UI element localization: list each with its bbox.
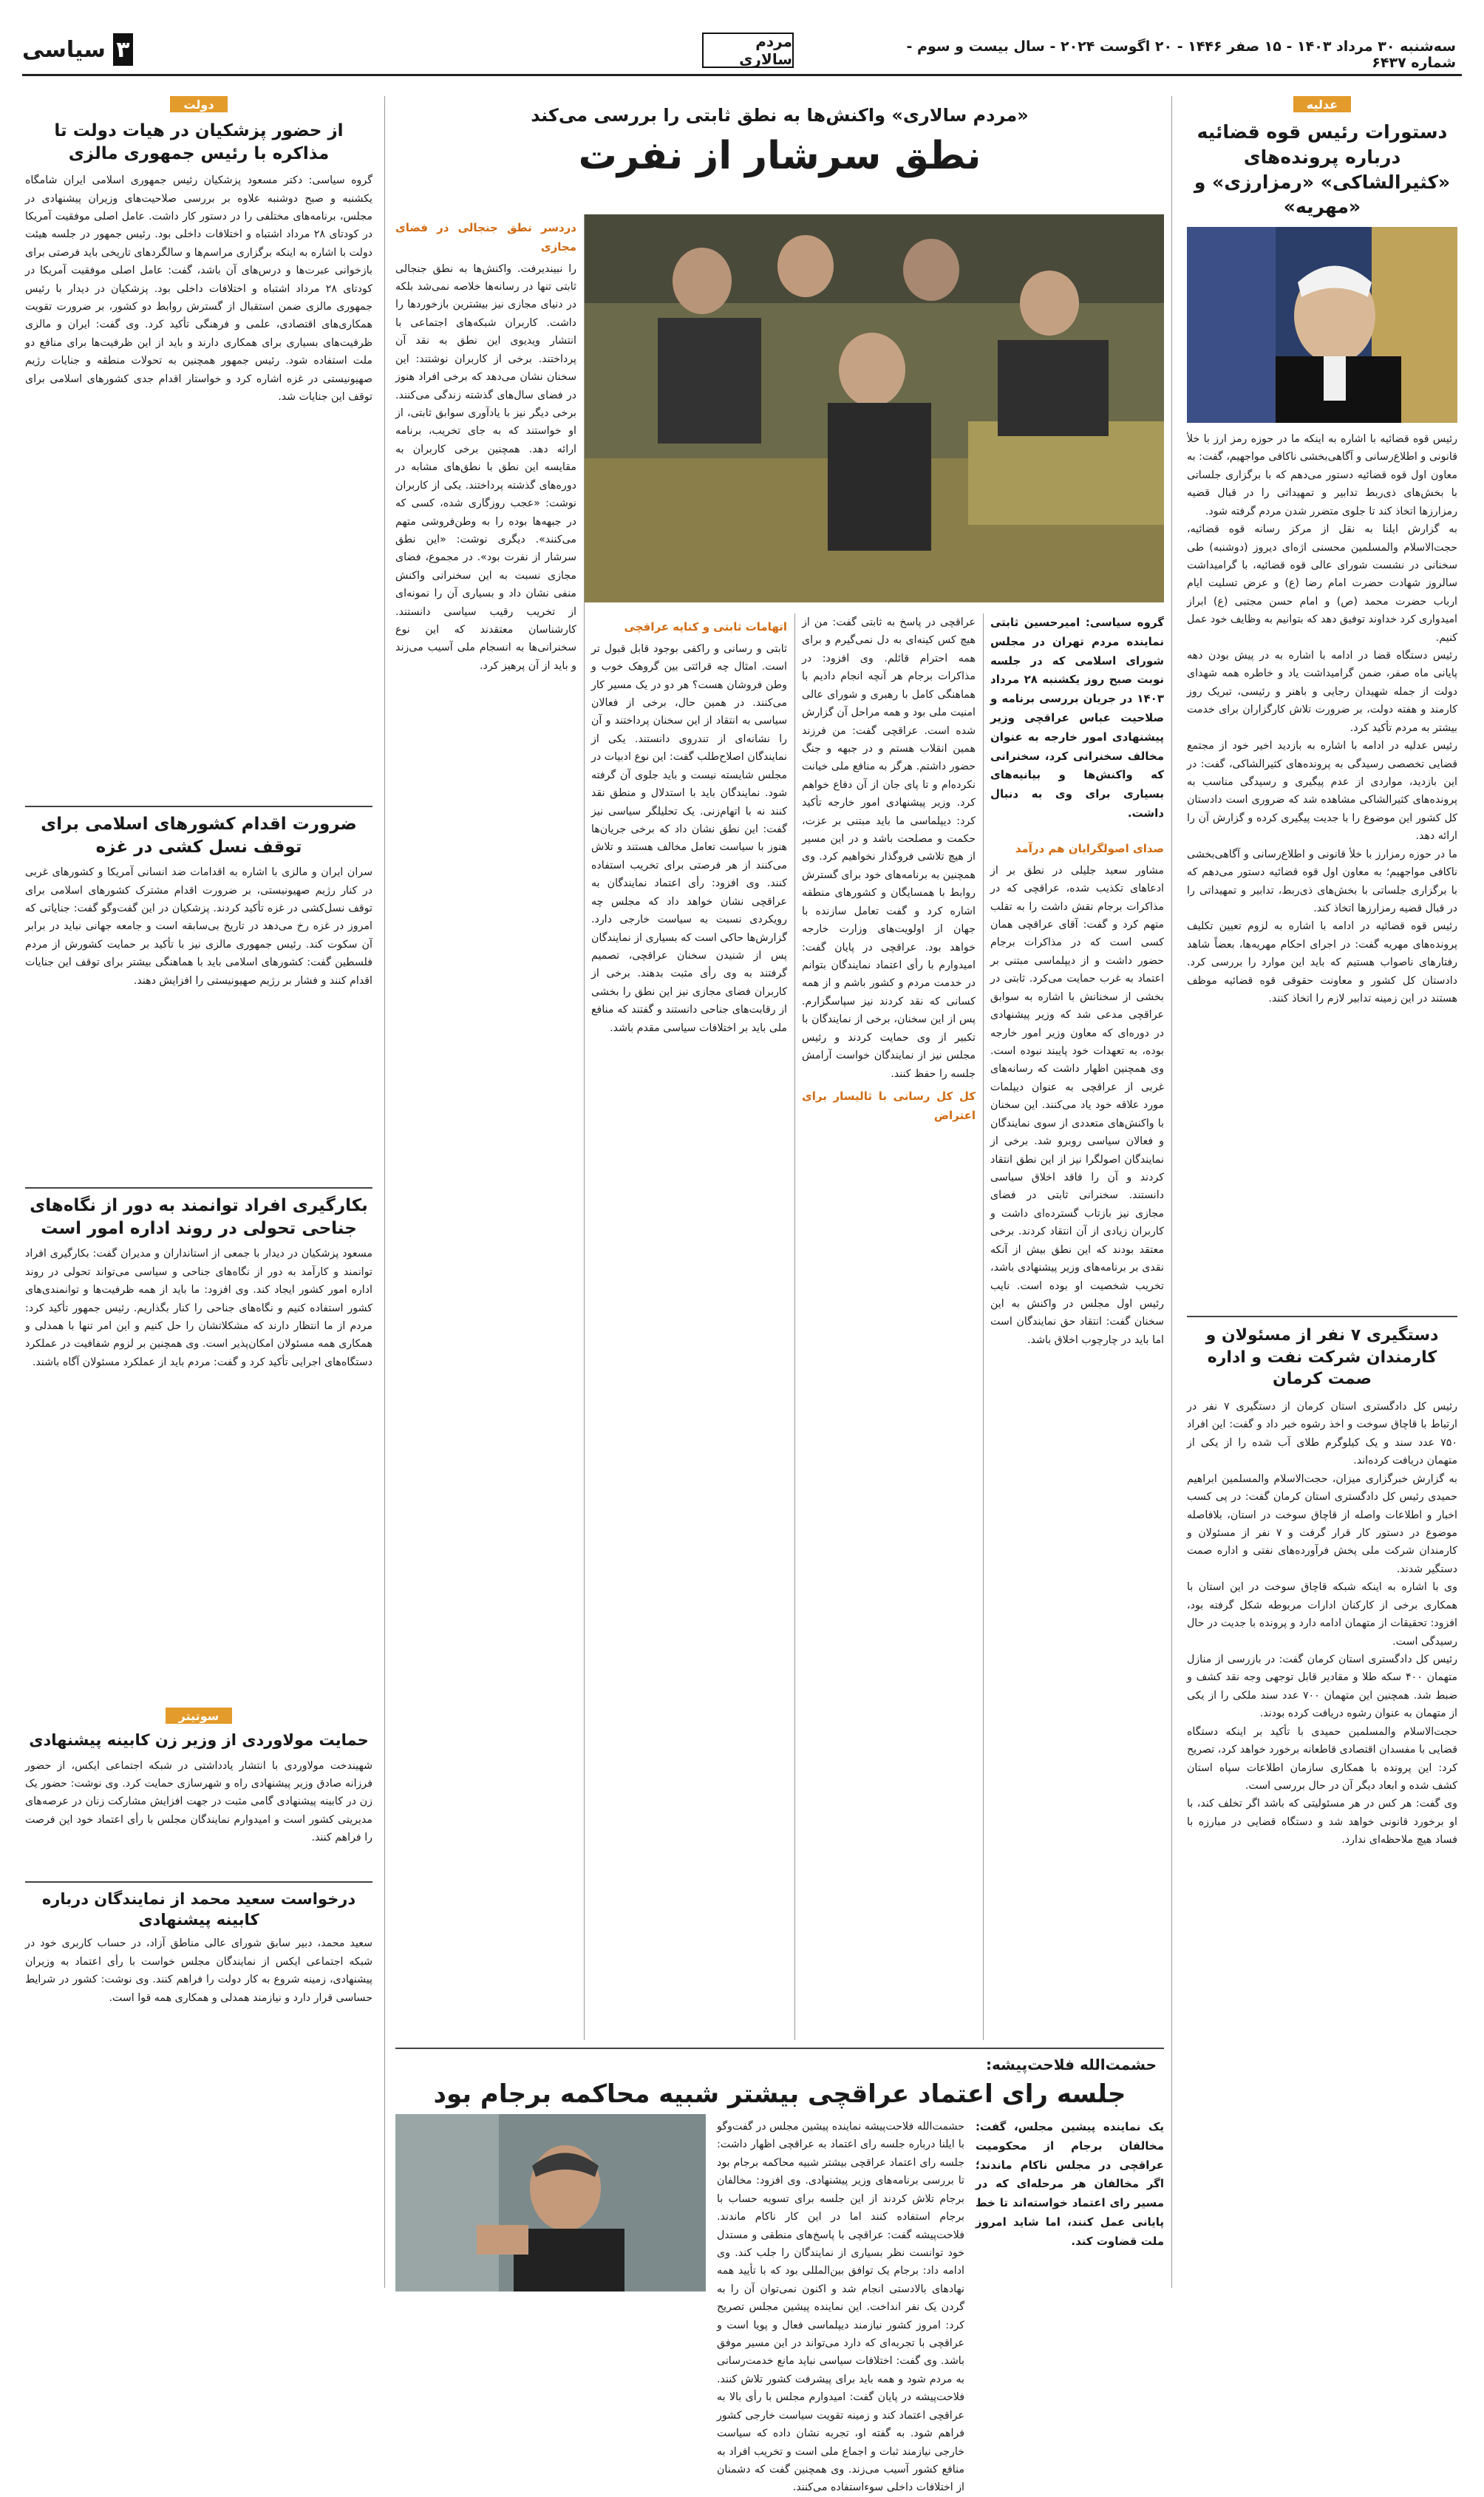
bottom-lead: یک نماینده پیشین مجلس، گفت: مخالفان برجام از محکومیت عراقچی در مجلس ناکام ماندند؛ اگر مخالفان هر مرحله‌ای که در مسیر رای اعتماد خواسته‌اند تا خط پایانی عمل کنند، اما شاید امروز ملت قضاوت کند.	[976, 2120, 1164, 2248]
parliament-image	[584, 214, 1164, 602]
article-body	[1182, 430, 1462, 1310]
judiciary-chief-photo	[1187, 227, 1457, 423]
divider	[25, 1881, 372, 1883]
article-body-2	[1182, 1398, 1462, 2359]
fallahatpisheh-photo	[395, 2114, 706, 2292]
page-number-block	[22, 30, 133, 69]
parliament-photo	[584, 214, 1164, 602]
article-headline-2: ضرورت اقدام کشورهای اسلامی برای توقف نسل کشی در غزه	[41, 815, 357, 857]
divider	[25, 1187, 372, 1189]
bottom-body: حشمت‌الله فلاحت‌پیشه نماینده پیشین مجلس در گفت‌وگو با ایلنا درباره جلسه رای اعتماد به عراقچی اظهار داشت: جلسه رای اعتماد عراقچی بیشتر شبیه محاکمه برجام بود تا بررسی برنامه‌های وزیر پیشنهادی. وی افزود: مخالفان برجام تلاش کردند از این جلسه برای تسویه حساب با برجام استفاده کنند اما در این کار ناکام ماندند. فلاحت‌پیشه گفت: عراقچی با پاسخ‌های منطقی و مستدل خود توانست نظر بسیاری از نمایندگان را جلب کند. وی ادامه داد: برجام یک توافق بین‌المللی بود که با تأیید همه نهادهای بالادستی انجام شد و اکنون نمی‌توان آن را به گردن یک نفر انداخت. این نماینده پیشین مجلس تصریح کرد: امروز کشور نیازمند دیپلماسی فعال و پویا است و عراقچی با تجربه‌ای که دارد می‌تواند در این مسیر موفق باشد. وی گفت: اختلافات سیاسی نباید مانع خدمت‌رسانی به مردم شود و همه باید برای پیشرفت کشور تلاش کنند. فلاحت‌پیشه در پایان گفت: امیدوارم مجلس با رأی بالا به عراقچی اعتماد کند و زمینه تقویت سیاست خارجی کشور فراهم شود. به گفته او، تجربه نشان داده که سیاست خارجی نیازمند ثبات و اجماع ملی است و تخریب افراد به منافع کشور آسیب می‌زند. وی همچنین گفت که دشمنان از اختلافات داخلی سوءاستفاده می‌کنند.	[717, 2121, 964, 2494]
article-headline-3: بکارگیری افراد توانمند به دور از نگاه‌های جناحی تحولی در روند اداره امور است	[30, 1196, 368, 1239]
divider	[1187, 1316, 1457, 1317]
main-column-4	[395, 214, 576, 2037]
main-col2	[802, 614, 976, 2033]
article-body-5: سعید محمد، دبیر سابق شورای عالی مناطق آزاد، در حساب کاربری خود در شبکه اجتماعی ایکس از نمایندگان مجلس خواست با رأی اعتماد به وزیران پیشنهادی، زمینه شروع به کار دولت را فراهم کنند. وی نوشت: کشور در شرایط حساسی قرار دارد و نیازمند همدلی و همکاری همه قوا است.	[25, 1937, 372, 2004]
paragraph: وی با اشاره به اینکه شبکه قاچاق سوخت در این استان با همکاری برخی از کارکنان ادارات مربوطه شکل گرفته بود، افزود: تحقیقات از متهمان ادامه دارد و پرونده با جدیت در حال رسیدگی است.	[1187, 1581, 1457, 1648]
paragraph: ما در حوزه رمزارز با خلأ قانونی و اطلاع‌رسانی و آگاهی‌بخشی ناکافی مواجهیم؛ به معاون اول قوه قضائیه دستور می‌دهم که با برگزاری جلساتی با بخش‌های ذی‌ربط، تدابیر و تمهیداتی را در قبال قضیه رمزارزها اتخاذ کند.	[1187, 848, 1457, 914]
article-body: گروه سیاسی: دکتر مسعود پزشکیان رئیس جمهوری اسلامی ایران شامگاه یکشنبه و صبح دوشنبه علاوه بر بررسی صلاحیت‌های وزیران پیشنهادی در مجلس، برنامه‌های مختلفی را در دستور کار داشت. عامل اصلی موفقیت آمریکا در کودتای ۲۸ مرداد اشتباه و اختلافات داخلی بود. رئیس جمهور در جلسه هیئت دولت با اشاره به اینکه برگزاری مراسم‌ها و سالگردهای تاریخی باید فرصتی برای بازخوانی عبرت‌ها و درس‌های آن باشد، گفت: عامل اصلی موفقیت آمریکا در کودتای ۲۸ مرداد اشتباه و اختلافات داخلی بود. پزشکیان در دیدار با رئیس جمهوری مالزی ضمن استقبال از گسترش روابط دو کشور، بر ضرورت تقویت همکاری‌های اقتصادی، علمی و فرهنگی تأکید کرد. وی گفت: ایران و مالزی ظرفیت‌های بسیاری برای همکاری دارند و باید از این ظرفیت‌ها برای منافع دو ملت استفاده شود. رئیس جمهور همچنین به تحولات منطقه و جنایات رژیم صهیونیستی در غزه اشاره کرد و خواستار اقدام جدی کشورهای اسلامی برای توقف این جنایات شد.	[25, 174, 372, 404]
paragraph: مشاور سعید جلیلی در نطق بر از ادعاهای تکذیب شده، عراقچی که در مذاکرات برجام نقش داشت را به تقلب متهم کرد و گفت: آقای عراقچی همان کسی است که در مذاکرات برجام حضور داشت و از دیپلماسی مبتنی بر اعتماد به غرب حمایت می‌کرد. ثابتی در بخشی از سخنانش با اشاره به سوابق عراقچی مدعی شد که وزیر پیشنهادی در دوره‌ای که معاون وزیر امور خارجه بوده، به تعهدات خود پایبند نبوده است. وی همچنین اظهار داشت که رسانه‌های غربی از عراقچی به عنوان دیپلمات مورد علاقه خود یاد می‌کنند. این سخنان با واکنش‌های متعددی از سوی نمایندگان و فعالان سیاسی روبرو شد. برخی از نمایندگان اصولگرا نیز از این نطق انتقاد کردند و آن را فاقد اخلاق سیاسی دانستند. سخنرانی ثابتی در فضای مجازی نیز بازتاب گسترده‌ای داشت و کاربران زیادی از آن انتقاد کردند. برخی معتقد بودند که این نطق بیش از آنکه نقدی بر برنامه‌های وزیر پیشنهادی باشد، تخریب شخصیت او بوده است. نایب رئیس اول مجلس در واکنش به این سخنان گفت: انتقاد حق نمایندگان است اما باید در چارچوب اخلاق باشد.	[990, 864, 1164, 1346]
bottom-article	[395, 2055, 1164, 2112]
divider	[395, 2048, 1164, 2049]
article-headline: از حضور پزشکیان در هیات دولت تا مذاکره با رئیس جمهوری مالزی	[54, 121, 344, 164]
subheading: کل کل رسانی با ثالیسار برای اعتراض	[802, 1089, 976, 1122]
column-divider	[1171, 96, 1172, 2288]
main-col4	[395, 219, 576, 2037]
dateline: سه‌شنبه ۳۰ مرداد ۱۴۰۳ - ۱۵ صفر ۱۴۴۶ - ۲۰ اگوست ۲۰۲۴ - سال بیست و سوم - شماره ۶۴۳۷	[906, 38, 1456, 71]
section-tag: دولت	[170, 96, 227, 112]
main-headline: نطق سرشار از نفرت	[578, 134, 981, 179]
paragraph: به گزارش خبرگزاری میزان، حجت‌الاسلام والمسلمین ابراهیم حمیدی رئیس کل دادگستری استان کرمان گفت: در پی کسب اخبار و اطلاعات واصله از قاچاق سوخت در استان، بلافاصله موضوع در دستور کار قرار گرفت و ۷ نفر از مسئولان و کارمندان شرکت ملی پخش فرآورده‌های نفتی و اداره صمت دستگیر شدند.	[1187, 1472, 1457, 1575]
article-body-4: شهیندخت مولاوردی با انتشار یادداشتی در شبکه اجتماعی ایکس، از حضور فرزانه صادق وزیر پیشنهادی راه و شهرسازی حمایت کرد. وی نوشت: حضور یک زن در کابینه پیشنهادی گامی مثبت در جهت افزایش مشارکت زنان در عرصه‌های مدیریتی کشور است و امیدوارم نمایندگان مجلس با رأی اعتماد خود این فرصت را فراهم کنند.	[25, 1759, 372, 1844]
portrait-image	[395, 2114, 706, 2292]
paragraph: رئیس کل دادگستری استان کرمان گفت: در بازرسی از منازل متهمان ۴۰۰ سکه طلا و مقادیر قابل توجهی وجه نقد کشف و ضبط شد. همچنین این متهمان ۷۰۰ عدد سند ملکی را از یکی از متهمان به عنوان رشوه دریافت کرده بودند.	[1187, 1653, 1457, 1720]
paragraph: عراقچی در پاسخ به ثابتی گفت: من از هیچ کس کینه‌ای به دل نمی‌گیرم و برای همه احترام قائلم. وی افزود: در مذاکرات برجام هر آنچه انجام دادیم با هماهنگی کامل با رهبری و شورای عالی امنیت ملی بود و همه مراحل آن گزارش شده است. عراقچی گفت: من فرزند همین انقلاب هستم و در جبهه و جنگ حضور داشتم. هرگز به منافع ملی خیانت نکرده‌ام و تا پای جان از آن دفاع خواهم کرد. وزیر پیشنهادی امور خارجه تأکید کرد: دیپلماسی ما باید مبتنی بر عزت، حکمت و مصلحت باشد و در این مسیر از هیچ تلاشی فروگذار نخواهیم کرد. وی همچنین به برنامه‌های خود برای گسترش روابط با همسایگان و کشورهای منطقه اشاره کرد و گفت تعامل سازنده با جهان از اولویت‌های وزارت خارجه خواهد بود. عراقچی در پایان گفت: امیدوارم با رأی اعتماد نمایندگان بتوانم در خدمت مردم و کشور باشم و از همه کسانی که نقد کردند نیز سپاسگزارم. پس از این سخنان، برخی از نمایندگان با تکبیر از وی حمایت کردند و رئیس مجلس نیز از نمایندگان خواست آرامش جلسه را حفظ کنند.	[802, 616, 976, 1080]
main-column-3	[591, 614, 787, 2037]
left-column	[22, 96, 375, 2082]
paragraph: حجت‌الاسلام والمسلمین حمیدی با تأکید بر اینکه دستگاه قضایی با مفسدان اقتصادی قاطعانه برخورد خواهد کرد، تصریح کرد: این پرونده با همکاری سازمان اطلاعات سپاه استان کشف شده و ابعاد دیگر آن در حال بررسی است.	[1187, 1725, 1457, 1792]
bottom-kicker: حشمت‌الله فلاحت‌پیشه:	[986, 2056, 1157, 2073]
article-headline: دستورات رئیس قوه قضائیه درباره پرونده‌های «کثیرالشاکی» «رمزارزی» و «مهریه»	[1194, 121, 1451, 218]
bottom-headline: جلسه رای اعتماد عراقچی بیشتر شبیه محاکمه برجام بود	[433, 2079, 1126, 2109]
right-column	[1182, 96, 1462, 2359]
subheading: اتهامات ثابتی و کنایه عراقچی	[624, 620, 787, 633]
article-body-2: سران ایران و مالزی با اشاره به اقدامات ضد انسانی آمریکا و کشورهای غربی در کنار رژیم صهیونیستی، بر ضرورت اقدام مشترک کشورهای اسلامی برای توقف نسل‌کشی در غزه تأکید کردند. پزشکیان در این گفت‌وگو گفت: جنایاتی که امروز در غزه رخ می‌دهد در تاریخ بی‌سابقه است و جامعه جهانی نباید در برابر آن سکوت کند. رئیس جمهوری مالزی نیز با تأکید بر حمایت کشورش از مردم فلسطین گفت: کشورهای اسلامی باید با هماهنگی بیشتر برای توقف این جنایات اقدام کنند و فشار بر رژیم صهیونیستی را افزایش دهند.	[25, 866, 372, 987]
main-col3	[591, 618, 787, 2037]
bottom-lead-column	[976, 2118, 1164, 2295]
section-tag: عدلیه	[1293, 96, 1351, 112]
paragraph: رئیس عدلیه در ادامه با اشاره به بازدید اخیر خود از مجتمع قضایی تخصصی رسیدگی به پرونده‌های کثیرالشاکی، گفت: در این بازدید، مواردی از عدم پیگیری و رسیدگی مناسب به پرونده‌های کثیرالشاکی مشاهده شد که ضروری است دادستان کل کشور این موضوع را با جدیت پیگیری کرده و گزارش آن را ارائه دهد.	[1187, 740, 1457, 843]
section-tag-2: سوتیتر	[166, 1708, 233, 1724]
paragraph: وی گفت: هر کس در هر مسئولیتی که باشد اگر تخلف کند، با او برخورد قانونی خواهد شد و دستگاه قضایی در مبارزه با فساد هیچ ملاحظه‌ای ندارد.	[1187, 1798, 1457, 1847]
paragraph: را نبیندیرفت. واکنش‌ها به نطق جنجالی ثابتی تنها در رسانه‌ها خلاصه نمی‌شد بلکه در دنیای مجازی نیز بیشترین بازخوردها را داشت. کاربران شبکه‌های اجتماعی با انتشار ویدیوی این نطق به نقد آن پرداختند. برخی از کاربران نوشتند: این سخنان نشان می‌دهد که برخی افراد هنوز در فضای سال‌های گذشته زندگی می‌کنند. برخی دیگر نیز با یادآوری سوابق ثابتی، از او خواستند که به جای تخریب، برنامه ارائه دهد. همچنین برخی کاربران به مقایسه این نطق با نطق‌های مشابه در دوره‌های گذشته پرداختند. یکی از کاربران نوشت: «عجب روزگاری شده، کسی که در جبهه‌ها بوده را به وطن‌فروشی متهم می‌کنند». دیگری نوشت: «این نطق سرشار از نفرت بود». در مجموع، فضای مجازی نسبت به این سخنرانی واکنش منفی نشان داد و بسیاری آن را نمونه‌ای از تخریب رقیب سیاسی دانستند. کارشناسان معتقدند که این نوع سخنرانی‌ها به انسجام ملی آسیب می‌زند و باید از آن پرهیز کرد.	[395, 262, 576, 672]
main-lead-column	[990, 614, 1164, 1919]
subheading: صدای اصولگرایان هم درآمد	[1015, 842, 1164, 855]
page-number: ۳	[113, 33, 133, 66]
section-title: سیاسی	[22, 36, 106, 63]
paragraph: به گزارش ایلنا به نقل از مرکز رسانه قوه قضائیه، حجت‌الاسلام والمسلمین محسنی اژه‌ای دیروز (دوشنبه) طی سخنانی در نشست شورای عالی قوه قضائیه، با گرامیداشت سالروز شهادت حضرت امام رضا (ع) و عرض تسلیت ایام ارباب حضرت محمد (ص) و امام حسن مجتبی (ع) ابراز امیدواری کرد خداوند توفیق دهد که بتوانیم به وظایف خود عمل کنیم.	[1187, 523, 1457, 644]
main-lead: گروه سیاسی: امیرحسین ثابتی نماینده مردم تهران در مجلس شورای اسلامی که در جلسه نوبت صبح روز یکشنبه ۲۸ مرداد ۱۴۰۳ در جریان بررسی برنامه و صلاحیت عباس عراقچی وزیر پیشنهادی امور خارجه به عنوان مخالف سخنرانی کرد، سخنرانی که واکنش‌ها و بیانیه‌های بسیاری برای وی به دنبال داشت.	[990, 616, 1164, 820]
column-divider	[584, 214, 585, 2040]
paragraph: رئیس قوه قضائیه در ادامه با اشاره به لزوم تعیین تکلیف پرونده‌های مهریه گفت: در اجرای احکام مهریه‌ها، بعضاً شاهد رفتارهای ناصواب هستیم که باید این موارد را بررسی کرد. دادستان کل کشور و معاونت حقوقی قوه قضائیه موظف هستند در این زمینه تدابیر لازم را اتخاذ کنند.	[1187, 920, 1457, 1005]
main-col1	[990, 840, 1164, 1919]
newspaper-logo: مردم سالاری	[702, 33, 794, 68]
paragraph: رئیس قوه قضائیه با اشاره به اینکه ما در حوزه رمز ارز با خلأ قانونی و اطلاع‌رسانی و آگاهی‌بخشی ناکافی مواجهیم، گفت: به معاون اول قوه قضائیه دستور می‌دهم که با برگزاری جلساتی با بخش‌های ذی‌ربط تدابیر و تمهیداتی را در قبال قضیه رمزارزها اتخاذ کند تا جلوی متضرر شدن مردم گرفته شود.	[1187, 433, 1457, 517]
paragraph: رئیس دستگاه قضا در ادامه با اشاره به در پیش بودن دهه پایانی ماه صفر، ضمن گرامیداشت یاد و خاطره همه شهدای دولت از جمله شهیدان رجایی و باهنر و رئیسی، تبریک روز کارمند و هفته دولت، بر ضرورت تلاش کارگزاران برای خدمت بیشتر به مردم تأکید کرد.	[1187, 650, 1457, 734]
paragraph: ثابتی و رسانی و راکفی بوجود قابل قبول تر است. امثال چه قرائتی بین گروهک خوب و وطن فروشان هست؟ هر دو در یک مسیر کار می‌کنند. در همین حال، برخی از فعالان سیاسی به انتقاد از این سخنان پرداختند و آن را نشانه‌ای از تندروی دانستند. یکی از نمایندگان اصلاح‌طلب گفت: این نوع ادبیات در مجلس شایسته نیست و باید جلوی آن گرفته شود. نمایندگان باید با استدلال و منطق نقد کنند نه با اتهام‌زنی. یک تحلیلگر سیاسی نیز گفت: این نطق نشان داد که برخی جریان‌ها هنوز با سیاست تعامل مخالف هستند و تلاش می‌کنند از هر فرصتی برای تخریب استفاده کنند. وی افزود: رأی اعتماد نمایندگان به عراقچی نشان خواهد داد که مجلس چه رویکردی نسبت به سیاست خارجی دارد. گزارش‌ها حاکی است که بسیاری از نمایندگان پس از شنیدن سخنان عراقچی، تصمیم گرفتند به وی رأی مثبت بدهند. برخی از کاربران فضای مجازی نیز این نطق را بخشی از رقابت‌های جناحی دانستند و گفتند که منافع ملی باید بر اختلافات سیاسی مقدم باشد.	[591, 642, 787, 1034]
column-divider	[983, 614, 984, 2040]
main-kicker: «مردم سالاری» واکنش‌ها به نطق ثابتی را بررسی می‌کند	[531, 105, 1029, 126]
subheading: دردسر نطق جنجالی در فضای مجازی	[395, 221, 576, 254]
divider	[25, 806, 372, 807]
main-article	[395, 103, 1164, 183]
portrait-image	[1187, 227, 1457, 423]
main-column-2	[802, 614, 976, 2033]
column-divider	[794, 614, 795, 2040]
column-divider	[384, 96, 385, 2288]
paragraph: رئیس کل دادگستری استان کرمان از دستگیری ۷ نفر در ارتباط با قاچاق سوخت و اخذ رشوه خبر داد و گفت: این افراد ۷۵۰ عدد سند و یک کیلوگرم طلای آب شده را از یکی از متهمان دریافت کرده‌اند.	[1187, 1401, 1457, 1467]
bottom-body-column	[717, 2118, 964, 2494]
article-headline-4: حمایت مولاوردی از وزیر زن کابینه پیشنهادی	[29, 1731, 369, 1750]
article-body-3: مسعود پزشکیان در دیدار با جمعی از استانداران و مدیران گفت: بکارگیری افراد توانمند و کارآمد به دور از نگاه‌های جناحی و سیاسی می‌تواند تحولی در روند اداره امور کشور ایجاد کند. وی افزود: ما باید از همه ظرفیت‌ها و توانمندی‌های کشور استفاده کنیم و نگاه‌های جناحی را کنار بگذاریم. رئیس جمهور تأکید کرد: مردم از ما انتظار دارند که مشکلاتشان را حل کنیم و این امر تنها با همدلی و همکاری همه مسئولان امکان‌پذیر است. وی همچنین بر لزوم شفافیت در عملکرد دستگاه‌های اجرایی تأکید کرد و گفت: مردم باید از عملکرد مسئولان آگاه باشند.	[25, 1248, 372, 1368]
article-headline-5: درخواست سعید محمد از نمایندگان درباره کابینه پیشنهادی	[41, 1889, 356, 1929]
article-headline-2: دستگیری ۷ نفر از مسئولان و کارمندان شرکت نفت و اداره صمت کرمان	[1205, 1326, 1439, 1389]
